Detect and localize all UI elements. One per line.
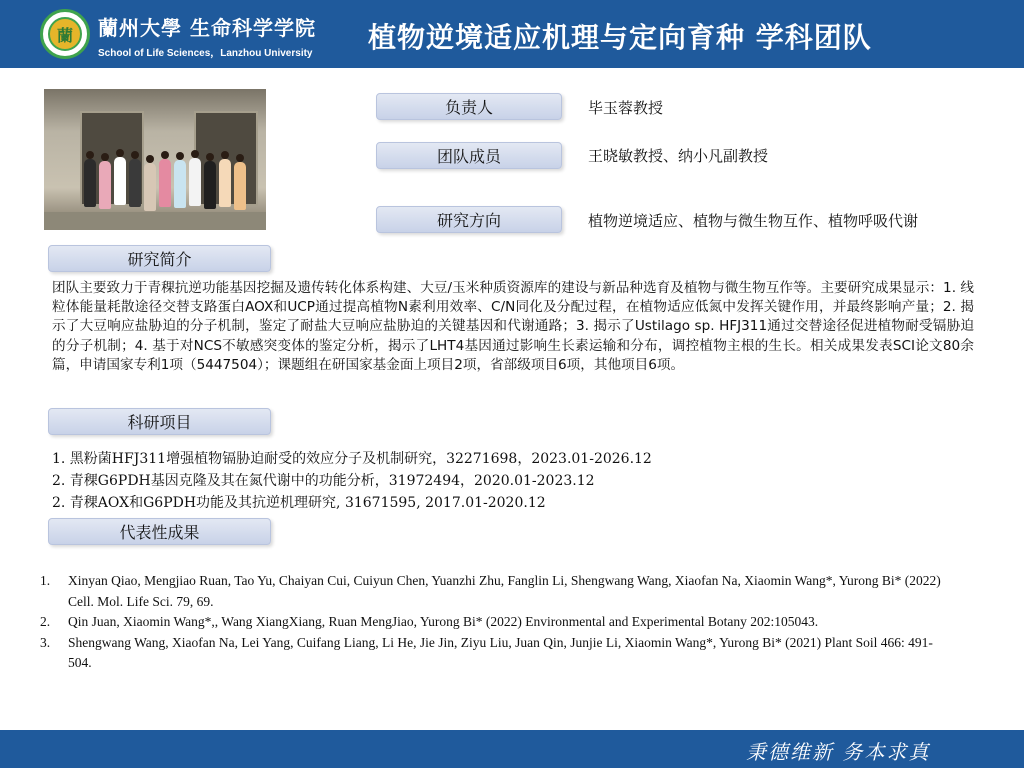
publication-number: 2.: [40, 614, 51, 630]
publication-text: Qin Juan, Xiaomin Wang*,, Wang XiangXiang, Ruan MengJiao, Yurong Bi* (2022) Environmental and Experimental Botany 202:105043.: [68, 614, 819, 630]
publication-number: 3.: [40, 634, 51, 650]
project-item: 2. 青稞G6PDH基因克隆及其在氮代谢中的功能分析，31972494，2020.01-2023.12: [52, 473, 595, 489]
publication-text: Xinyan Qiao, Mengjiao Ruan, Tao Yu, Chaiyan Cui, Cuiyun Chen, Yuanzhi Zhu, Fanglin Li, Shengwang Wang, Xiaofan Na, Xiaomin Wang*, Yurong Bi* (2022) Cell. Mol. Life Sci. 79, 69.: [68, 573, 941, 609]
school-name-en: School of Life Sciences，Lanzhou University: [98, 48, 313, 59]
school-name-cn: 蘭州大學 生命科学学院: [98, 16, 316, 40]
header-bar: [0, 0, 1024, 68]
publication-number: 1.: [40, 573, 51, 588]
project-list: [52, 448, 952, 514]
value-leader: 毕玉蓉教授: [588, 99, 664, 117]
university-seal-icon: 蘭: [40, 9, 90, 59]
footer-bar: [0, 730, 1024, 768]
project-item: 2. 青稞AOX和G6PDH功能及其抗逆机理研究, 31671595, 2017.01-2020.12: [52, 495, 546, 511]
label-projects: 科研项目: [48, 408, 271, 435]
label-research-direction: 研究方向: [376, 206, 562, 233]
project-item: 1. 黑粉菌HFJ311增强植物镉胁迫耐受的效应分子及机制研究，32271698，2023.01-2026.12: [52, 451, 652, 467]
page-title: 植物逆境适应机理与定向育种 学科团队: [368, 21, 872, 54]
publication-list: [40, 571, 955, 674]
intro-text: 团队主要致力于青稞抗逆功能基因挖掘及遗传转化体系构建、大豆/玉米种质资源库的建设与新品种选育及植物与微生物互作等。主要研究成果显示：1. 线粒体能量耗散途径交替支路蛋白AOX和UCP通过提高植物N素利用效率、C/N同化及分配过程，在植物适应低氮中发挥关键作用，并最终影响产量；2. 揭示了大豆响应盐胁迫的分子机制，鉴定了耐盐大豆响应盐胁迫的关键基因和代谢通路；3. 揭示了Ustilago sp. HFJ311通过交替途径促进植物耐受镉胁迫的分子机制；4. 基于对NCS不敏感突变体的鉴定分析，揭示了LHT4基因通过影响生长素运输和分布，调控植物主根的生长。相关成果发表SCI论文80余篇，申请国家专利1项（5447504）；课题组在研国家基金面上项目2项，省部级项目6项，其他项目6项。: [52, 280, 974, 373]
label-intro: 研究简介: [48, 245, 271, 272]
label-members: 团队成员: [376, 142, 562, 169]
value-members: 王晓敏教授、纳小凡副教授: [588, 147, 769, 165]
team-photo: [44, 89, 266, 230]
label-achievements: 代表性成果: [48, 518, 271, 545]
label-leader: 负责人: [376, 93, 562, 120]
publication-text: Shengwang Wang, Xiaofan Na, Lei Yang, Cuifang Liang, Li He, Jie Jin, Ziyu Liu, Juan Qin, Junjie Li, Xiaomin Wang*, Yurong Bi* (2021) Plant Soil 466: 491-504.: [68, 634, 933, 671]
publication-item: [40, 612, 955, 633]
footer-motto: 秉德维新 务本求真: [746, 740, 931, 764]
value-research-direction: 植物逆境适应、植物与微生物互作、植物呼吸代谢: [588, 212, 919, 230]
publication-item: [40, 571, 955, 612]
publication-item: [40, 633, 955, 674]
